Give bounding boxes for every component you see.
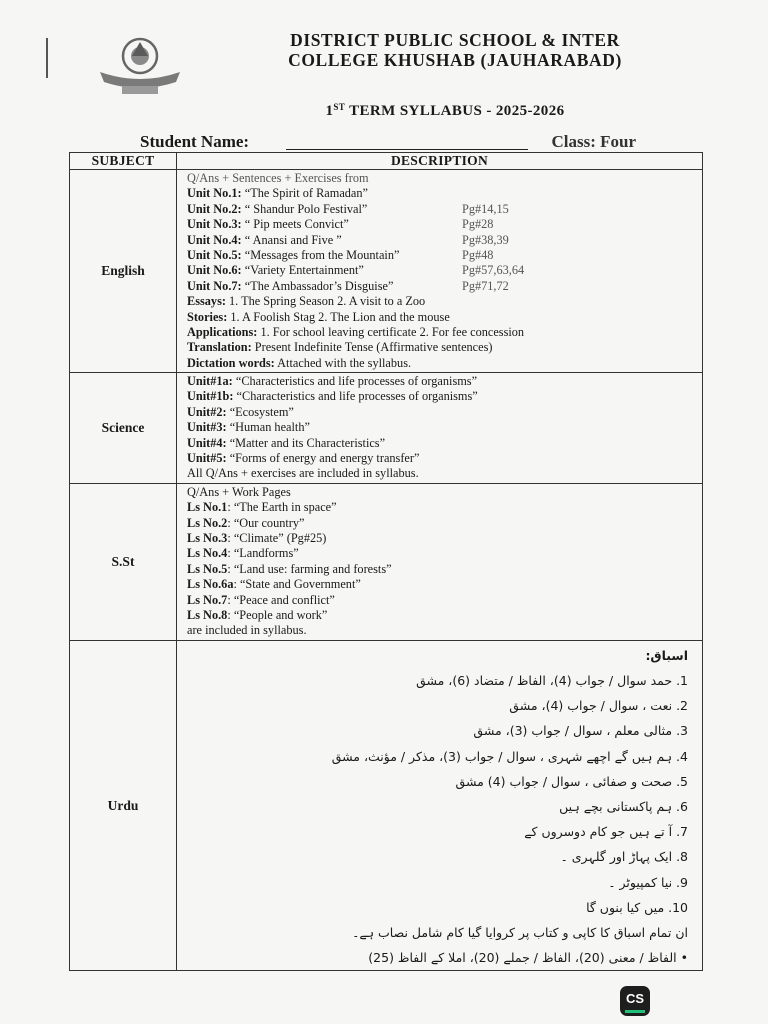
science-unit-list: [187, 374, 702, 466]
urdu-lesson-row: 7. آ تے ہیں جو کام دوسروں کے: [524, 824, 688, 840]
cs-badge-text: CS: [625, 991, 645, 1006]
unit-title: “Forms of energy and energy transfer”: [226, 451, 420, 466]
margin-mark: [46, 38, 48, 78]
urdu-heading: اسباق:: [645, 647, 688, 663]
sst-note: are included in syllabus.: [187, 623, 307, 638]
lesson-title: : “People and work”: [227, 607, 328, 622]
english-unit-row: [187, 186, 702, 201]
school-name-line1: DISTRICT PUBLIC SCHOOL & INTER: [290, 30, 620, 50]
table-header-row: [70, 153, 703, 170]
science-description: [177, 373, 703, 484]
urdu-lesson-row: 5. صحت و صفائی ، سوال / جواب (4) مشق: [455, 773, 688, 789]
english-unit-row: [187, 279, 702, 294]
stories-text: 1. A Foolish Stag 2. The Lion and the mouse: [227, 309, 450, 324]
subject-english: English: [70, 170, 177, 373]
unit-title: “Variety Entertainment”: [241, 263, 364, 278]
sst-lesson-row: [187, 531, 702, 546]
unit-label: Unit#4:: [187, 435, 227, 450]
sst-lesson-row: [187, 546, 702, 561]
term-ordinal-number: 1: [325, 103, 334, 119]
unit-label: Unit No.4:: [187, 232, 242, 247]
unit-page: Pg#38,39: [462, 232, 509, 247]
unit-label: Unit#2:: [187, 404, 227, 419]
english-unit-row: [187, 202, 702, 217]
essays-text: 1. The Spring Season 2. A visit to a Zoo: [225, 294, 426, 309]
unit-label: Unit#1b:: [187, 389, 234, 404]
student-name-blank: [286, 149, 528, 150]
cs-badge-bar: [625, 1010, 645, 1013]
science-unit-row: [187, 374, 702, 389]
urdu-lesson-row: 2. نعت ، سوال / جواب (4)، مشق: [509, 698, 688, 714]
urdu-lesson-row: 1. حمد سوال / جواب (4)، الفاظ / متضاد (6)، مشق: [416, 672, 688, 688]
applications-label: Applications:: [187, 324, 258, 339]
table-row-english: [70, 170, 703, 373]
lesson-title: : “Land use: farming and forests”: [227, 561, 392, 576]
subject-science: Science: [70, 373, 177, 484]
english-essays: [187, 294, 702, 309]
urdu-lesson-row: • الفاظ / معنی (20)، الفاظ / جملے (20)، املا کے الفاظ (25): [368, 950, 688, 966]
science-unit-row: [187, 451, 702, 466]
urdu-lesson-row: 9. نیا کمپیوٹر ۔: [608, 874, 688, 890]
dictation-text: Attached with the syllabus.: [274, 355, 412, 370]
unit-page: Pg#48: [462, 247, 494, 262]
lesson-title: : “Our country”: [227, 515, 305, 530]
sst-lesson-row: [187, 608, 702, 623]
sst-lesson-row: [187, 593, 702, 608]
dictation-label: Dictation words:: [187, 355, 275, 370]
urdu-lesson-list: [187, 668, 688, 970]
unit-title: “Messages from the Mountain”: [241, 247, 400, 262]
sst-lesson-row: [187, 577, 702, 592]
unit-label: Unit No.2:: [187, 201, 242, 216]
sst-intro: Q/Ans + Work Pages: [187, 484, 291, 499]
student-name-label: Student Name:: [140, 132, 250, 151]
camscanner-icon: [620, 986, 650, 1016]
lesson-label: Ls No.3: [187, 530, 228, 545]
unit-label: Unit No.5:: [187, 247, 242, 262]
urdu-lesson-row: 8. ایک پہاڑ اور گلہری ۔: [560, 849, 688, 865]
unit-label: Unit No.7:: [187, 278, 242, 293]
english-unit-list: [187, 186, 702, 294]
english-unit-row: [187, 217, 702, 232]
english-stories: [187, 310, 702, 325]
syllabus-table: [69, 152, 703, 971]
lesson-label: Ls No.8: [187, 607, 228, 622]
urdu-lesson-row: ان تمام اسباق کا کاپی و کتاب پر کروایا گیا کام شامل نصاب ہے۔: [352, 924, 688, 940]
essays-label: Essays:: [187, 294, 226, 309]
english-applications: [187, 325, 702, 340]
english-unit-row: [187, 248, 702, 263]
english-dictation: [187, 356, 702, 371]
subject-sst: S.St: [70, 483, 177, 640]
science-unit-row: [187, 405, 702, 420]
urdu-lesson-row: 4. ہم ہیں گے اچھے شہری ، سوال / جواب (3)، مذکر / مؤنث، مشق: [331, 748, 688, 764]
sst-lesson-row: [187, 500, 702, 515]
lesson-title: : “State and Government”: [233, 577, 361, 592]
student-info-row: [140, 132, 640, 154]
school-name: [250, 30, 660, 70]
lesson-label: Ls No.7: [187, 592, 228, 607]
translation-label: Translation:: [187, 340, 252, 355]
table-row-science: [70, 373, 703, 484]
lesson-title: : “The Earth in space”: [227, 500, 337, 515]
stories-label: Stories:: [187, 309, 228, 324]
unit-title: “ Anansi and Five ”: [241, 232, 342, 247]
lesson-label: Ls No.2: [187, 515, 228, 530]
urdu-lesson-row: 10. میں کیا بنوں گا: [586, 899, 688, 915]
unit-label: Unit#3:: [187, 420, 227, 435]
sst-lesson-row: [187, 562, 702, 577]
science-unit-row: [187, 436, 702, 451]
school-crest-icon: [92, 34, 188, 98]
term-title: [240, 102, 650, 120]
urdu-description: [177, 640, 703, 971]
unit-title: “The Spirit of Ramadan”: [241, 186, 368, 201]
table-row-urdu: [70, 640, 703, 971]
unit-label: Unit#1a:: [187, 374, 233, 389]
term-title-text: TERM SYLLABUS - 2025-2026: [345, 103, 565, 119]
unit-title: “Matter and its Characteristics”: [226, 435, 386, 450]
unit-page: Pg#57,63,64: [462, 263, 525, 278]
urdu-lesson-row: 3. مثالی معلم ، سوال / جواب (3)، مشق: [473, 723, 688, 739]
unit-title: “Human health”: [226, 420, 310, 435]
unit-label: Unit No.3:: [187, 217, 242, 232]
science-unit-row: [187, 420, 702, 435]
science-unit-row: [187, 389, 702, 404]
subject-column-header: SUBJECT: [70, 153, 177, 170]
lesson-label: Ls No.5: [187, 561, 228, 576]
unit-page: Pg#28: [462, 217, 494, 232]
unit-label: Unit No.6:: [187, 263, 242, 278]
unit-label: Unit#5:: [187, 451, 227, 466]
lesson-title: : “Climate” (Pg#25): [227, 530, 327, 545]
applications-text: 1. For school leaving certificate 2. For fee concession: [257, 324, 525, 339]
unit-page: Pg#71,72: [462, 278, 509, 293]
lesson-label: Ls No.1: [187, 500, 228, 515]
english-translation: [187, 340, 702, 355]
science-note: All Q/Ans + exercises are included in syllabus.: [187, 466, 419, 481]
lesson-label: Ls No.4: [187, 546, 228, 561]
english-unit-row: [187, 263, 702, 278]
sst-description: [177, 483, 703, 640]
sst-lesson-list: [187, 500, 702, 623]
urdu-lesson-row: 6. ہم پاکستانی بچے ہیں: [559, 798, 688, 814]
lesson-title: : “Landforms”: [227, 546, 299, 561]
unit-page: Pg#14,15: [462, 201, 509, 216]
table-row-sst: [70, 483, 703, 640]
translation-text: Present Indefinite Tense (Affirmative sentences): [251, 340, 493, 355]
term-ordinal-suffix: ST: [333, 102, 346, 112]
english-unit-row: [187, 233, 702, 248]
unit-title: “ Pip meets Convict”: [241, 217, 349, 232]
unit-title: “Characteristics and life processes of organisms”: [232, 374, 478, 389]
description-column-header: DESCRIPTION: [177, 153, 703, 170]
unit-label: Unit No.1:: [187, 186, 242, 201]
class-label: Class: Four: [551, 132, 636, 151]
english-intro: Q/Ans + Sentences + Exercises from: [187, 171, 369, 185]
subject-urdu: Urdu: [70, 640, 177, 971]
lesson-label: Ls No.6a: [187, 577, 234, 592]
unit-title: “The Ambassador’s Disguise”: [241, 278, 394, 293]
unit-title: “Ecosystem”: [226, 404, 294, 419]
english-description: [177, 170, 703, 373]
lesson-title: : “Peace and conflict”: [227, 592, 335, 607]
unit-title: “Characteristics and life processes of organisms”: [233, 389, 478, 404]
school-name-line2: COLLEGE KHUSHAB (JAUHARABAD): [288, 50, 622, 70]
sst-lesson-row: [187, 516, 702, 531]
unit-title: “ Shandur Polo Festival”: [241, 201, 368, 216]
